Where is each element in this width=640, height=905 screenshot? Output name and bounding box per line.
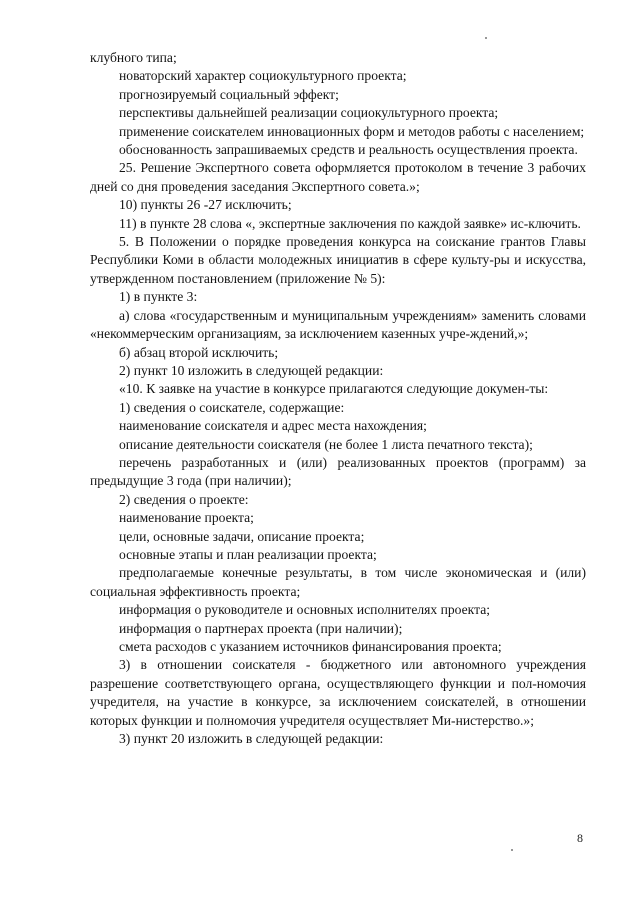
paragraph: 5. В Положении о порядке проведения конкурса на соискание грантов Главы Республики Коми в области молодежных инициатив в сфере культу-ры и искусства, утвержденном постановлением (приложение № 5): (90, 234, 586, 286)
paragraph: б) абзац второй исключить; (119, 344, 279, 360)
paragraph: цели, основные задачи, описание проекта; (119, 528, 365, 544)
paragraph: 1) сведения о соискателе, содержащие: (119, 399, 345, 415)
scan-speck (511, 849, 513, 851)
scan-speck (485, 37, 487, 39)
paragraph: клубного типа; (90, 50, 177, 65)
paragraph: 2) пункт 10 изложить в следующей редакции: (119, 362, 384, 378)
paragraph: 3) в отношении соискателя - бюджетного или автономного учреждения разрешение соответствующего органа, осуществляющего функции и пол-номочия учредителя, на участие в конкурсе, за исключением соискателей, в отношении которых функции и полномочия учредителя осуществляет Ми-нистерство.»; (90, 657, 586, 728)
paragraph: описание деятельности соискателя (не более 1 листа печатного текста); (119, 436, 533, 452)
page-number: 8 (577, 831, 583, 845)
paragraph: новаторский характер социокультурного проекта; (119, 68, 407, 84)
paragraph: 11) в пункте 28 слова «, экспертные заключения по каждой заявке» ис-ключить. (119, 215, 581, 231)
paragraph: а) слова «государственным и муниципальным учреждениям» заменить словами «некоммерческим организациям, за исключением казенных учре-ждений,»; (90, 307, 586, 342)
paragraph: информация о партнерах проекта (при наличии); (119, 620, 403, 636)
paragraph: перспективы дальнейшей реализации социокультурного проекта; (119, 105, 499, 121)
paragraph: 25. Решение Экспертного совета оформляется протоколом в течение 3 рабочих дней со дня проведения заседания Экспертного совета.»; (90, 160, 586, 194)
paragraph: предполагаемые конечные результаты, в том числе экономическая и (или) социальная эффективность проекта; (90, 565, 586, 599)
paragraph: перечень разработанных и (или) реализованных проектов (программ) за предыдущие 3 года (при наличии); (90, 454, 586, 489)
paragraph: 2) сведения о проекте: (119, 491, 249, 507)
paragraph: наименование соискателя и адрес места нахождения; (119, 418, 427, 434)
paragraph: 3) пункт 20 изложить в следующей редакции: (119, 731, 384, 747)
paragraph: обоснованность запрашиваемых средств и реальность осуществления проекта. (119, 142, 578, 158)
paragraph: прогнозируемый социальный эффект; (119, 86, 339, 102)
paragraph: наименование проекта; (119, 510, 254, 526)
paragraph: «10. К заявке на участие в конкурсе прилагаются следующие докумен-ты: (119, 381, 549, 397)
paragraph: применение соискателем инновационных форм и методов работы с населением; (119, 123, 585, 139)
paragraph: 10) пункты 26 -27 исключить; (119, 197, 292, 213)
paragraph: 1) в пункте 3: (119, 289, 198, 305)
paragraph: основные этапы и план реализации проекта; (119, 546, 377, 562)
paragraph: смета расходов с указанием источников финансирования проекта; (119, 639, 502, 654)
paragraph: информация о руководителе и основных исполнителях проекта; (119, 602, 491, 618)
document-body (90, 49, 586, 748)
